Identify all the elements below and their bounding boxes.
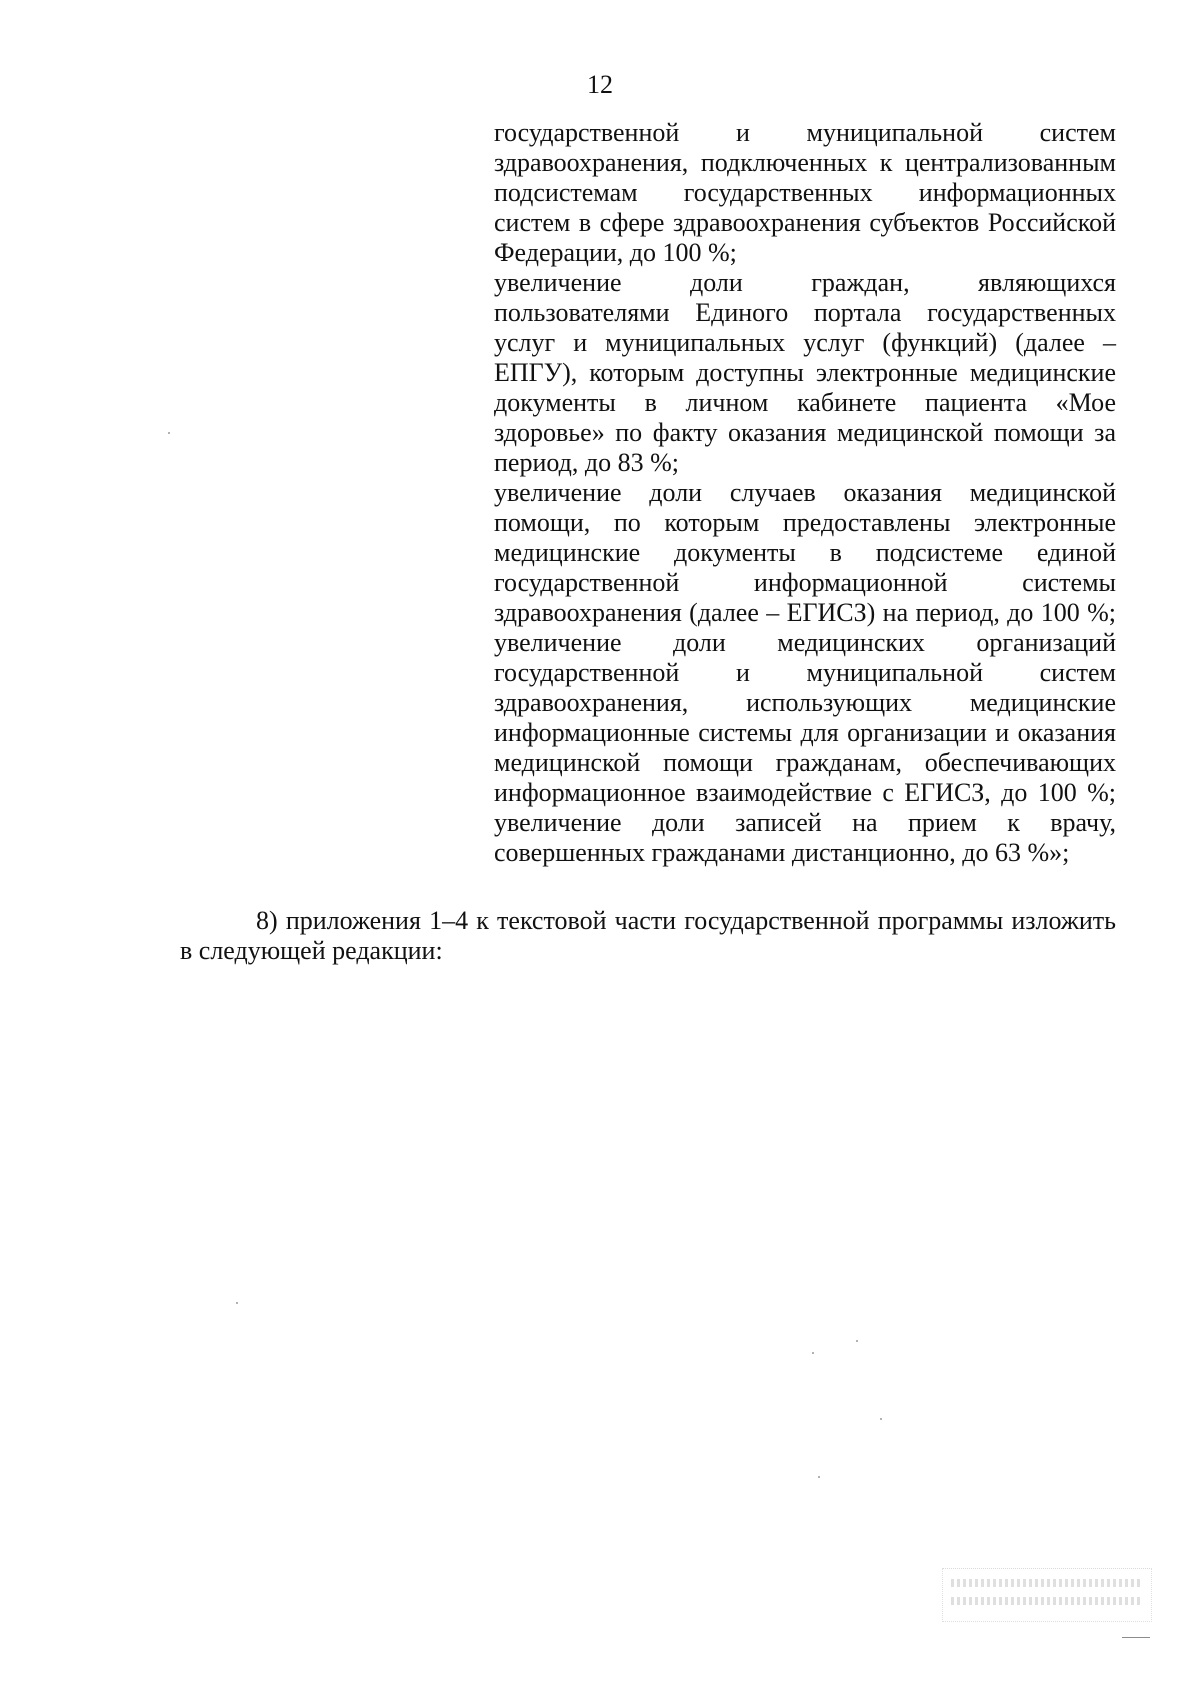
text-line: информационное взаимодействие с ЕГИСЗ, до 100 %; <box>494 778 1116 807</box>
scan-speck <box>818 1476 820 1478</box>
scan-speck <box>168 432 170 434</box>
text-line: подсистемам государственных информационных <box>494 178 1116 207</box>
stamp-text-blur <box>951 1597 1143 1605</box>
paragraph-8-line-2: в следующей редакции: <box>180 936 443 965</box>
text-line: государственной и муниципальной систем <box>494 658 1116 687</box>
text-line: пользователями Единого портала государственных <box>494 298 1116 327</box>
text-line: ЕПГУ), которым доступны электронные медицинские <box>494 358 1116 387</box>
text-line: увеличение доли медицинских организаций <box>494 628 1116 657</box>
scan-speck <box>880 1418 882 1420</box>
stamp-dash <box>1122 1637 1150 1638</box>
paragraph-8-line-1: 8) приложения 1–4 к текстовой части государственной программы изложить <box>256 906 1116 935</box>
paragraph-8 <box>180 906 1116 966</box>
text-line: увеличение доли случаев оказания медицинской <box>494 478 1116 507</box>
text-line: информационные системы для организации и оказания <box>494 718 1116 747</box>
text-line: документы в личном кабинете пациента «Мое <box>494 388 1116 417</box>
text-line: услуг и муниципальных услуг (функций) (далее – <box>494 328 1116 357</box>
text-line: здоровье» по факту оказания медицинской помощи за <box>494 418 1116 447</box>
faint-stamp-mark <box>942 1568 1152 1622</box>
page-number: 12 <box>587 70 613 99</box>
text-line: здравоохранения, использующих медицинские <box>494 688 1116 717</box>
text-line: систем в сфере здравоохранения субъектов Российской <box>494 208 1116 237</box>
text-line: государственной и муниципальной систем <box>494 118 1116 147</box>
text-line: здравоохранения, подключенных к централизованным <box>494 148 1116 177</box>
text-line: совершенных гражданами дистанционно, до 63 %»; <box>494 838 1070 867</box>
scan-speck <box>856 1340 858 1342</box>
text-line: Федерации, до 100 %; <box>494 238 737 267</box>
text-line: помощи, по которым предоставлены электронные <box>494 508 1116 537</box>
scan-speck <box>812 1352 814 1354</box>
text-line: здравоохранения (далее – ЕГИСЗ) на период, до 100 %; <box>494 598 1116 627</box>
text-line: увеличение доли граждан, являющихся <box>494 268 1116 297</box>
text-line: медицинские документы в подсистеме единой <box>494 538 1116 567</box>
stamp-text-blur <box>951 1579 1143 1587</box>
text-line: увеличение доли записей на прием к врачу, <box>494 808 1116 837</box>
continued-list-column <box>494 118 1116 868</box>
scan-speck <box>236 1302 238 1304</box>
text-line: медицинской помощи гражданам, обеспечивающих <box>494 748 1116 777</box>
text-line: государственной информационной системы <box>494 568 1116 597</box>
text-line: период, до 83 %; <box>494 448 679 477</box>
